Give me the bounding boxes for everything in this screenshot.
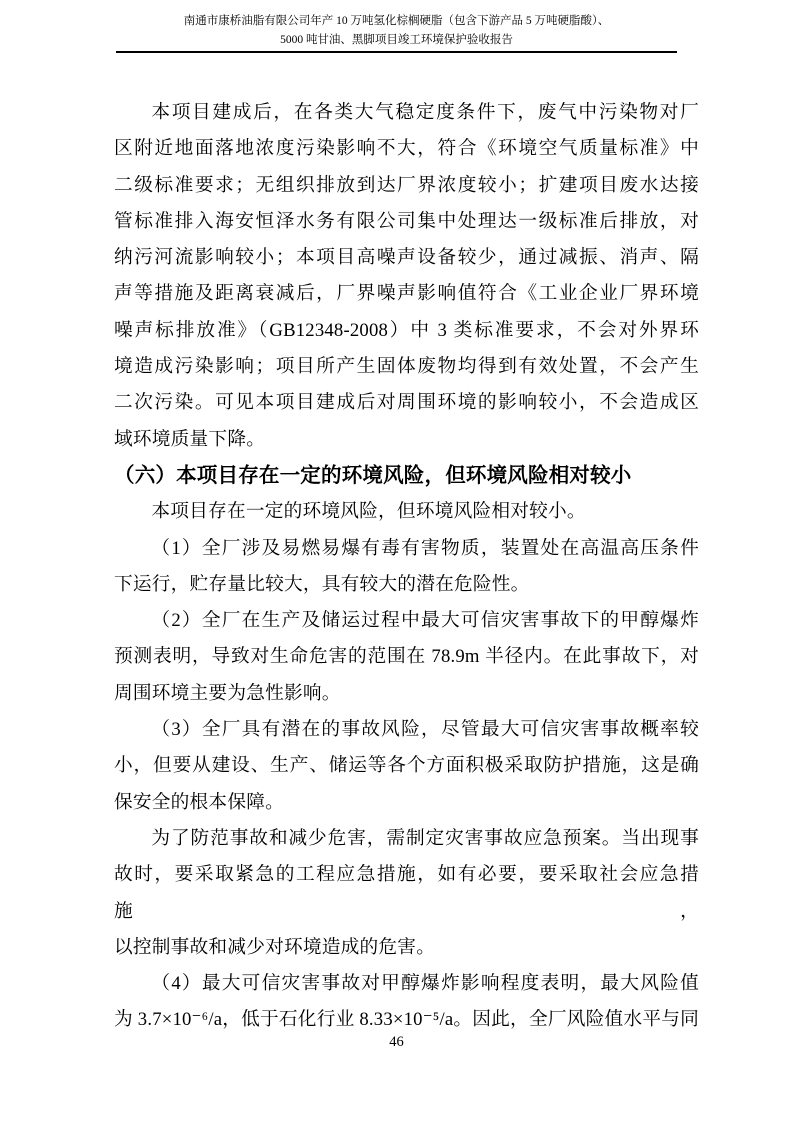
text-line: 本项目存在一定的环境风险，但环境风险相对较小。: [151, 501, 586, 523]
paragraph-point-4: [114, 966, 699, 1039]
section-heading: （六）本项目存在一定的环境风险，但环境风险相对较小: [114, 464, 632, 487]
paragraph-point-2: [114, 603, 699, 712]
text-line: 区附近地面落地浓度污染影响不大，符合《环境空气质量标准》中: [114, 138, 699, 160]
text-line: 纳污河流影响较小；本项目高噪声设备较少，通过减振、消声、隔: [114, 247, 699, 269]
text-line: 小，但要从建设、生产、储运等各个方面积极采取防护措施，这是确: [114, 755, 699, 777]
page-header: [116, 0, 677, 53]
text-line: 预测表明，导致对生命危害的范围在 78.9m 半径内。在此事故下，对: [114, 646, 699, 668]
report-title-line1: 南通市康桥油脂有限公司年产 10 万吨氢化棕榈硬脂（包含下游产品 5 万吨硬脂酸）、: [183, 15, 610, 27]
text-line: （1）全厂涉及易燃易爆有毒有害物质，装置处在高温高压条件: [151, 537, 699, 559]
text-line: 二级标准要求；无组织排放到达厂界浓度较小；扩建项目废水达接: [114, 174, 699, 196]
text-line: 下运行，贮存量比较大，具有较大的潜在危险性。: [114, 573, 530, 595]
text-line: 为 3.7×10⁻⁶/a，低于石化行业 8.33×10⁻⁵/a。因此，全厂风险值水平与同: [114, 1009, 699, 1031]
text-line: 为了防范事故和减少危害，需制定灾害事故应急预案。当出现事: [151, 827, 699, 849]
text-line: （4）最大可信灾害事故对甲醇爆炸影响程度表明，最大风险值: [151, 973, 699, 995]
text-line: 二次污染。可见本项目建成后对周围环境的影响较小，不会造成区: [114, 392, 699, 414]
text-line: （2）全厂在生产及储运过程中最大可信灾害事故下的甲醇爆炸: [151, 610, 699, 632]
report-title-line2: 5000 吨甘油、黑脚项目竣工环境保护验收报告: [280, 34, 513, 46]
page-footer: [0, 1033, 793, 1051]
text-line: 以控制事故和减少对环境造成的危害。: [114, 936, 436, 958]
text-line: 域环境质量下降。: [114, 428, 266, 450]
text-line: 故时，要采取紧急的工程应急措施，如有必要，要采取社会应急措施，: [114, 864, 699, 922]
paragraph-risk-intro: [114, 494, 699, 530]
text-line: 周围环境主要为急性影响。: [114, 682, 341, 704]
text-line: 声等措施及距离衰减后，厂界噪声影响值符合《工业企业厂界环境: [114, 283, 699, 305]
text-line: 保安全的根本保障。: [114, 791, 284, 813]
text-line: 境造成污染影响；项目所产生固体废物均得到有效处置，不会产生: [114, 356, 699, 378]
paragraph-point-3: [114, 712, 699, 821]
document-body: [114, 95, 699, 1039]
text-line: （3）全厂具有潜在的事故风险，尽管最大可信灾害事故概率较: [151, 719, 699, 741]
paragraph-emergency-plan: [114, 821, 699, 966]
page-number: 46: [389, 1034, 404, 1050]
paragraph-impact-summary: [114, 95, 699, 458]
text-line: 管标准排入海安恒泽水务有限公司集中处理达一级标准后排放，对: [114, 210, 699, 232]
text-line: 本项目建成后，在各类大气稳定度条件下，废气中污染物对厂: [151, 102, 699, 123]
paragraph-point-1: [114, 531, 699, 604]
text-line: 噪声标排放准》（GB12348-2008）中 3 类标准要求，不会对外界环: [114, 319, 699, 341]
